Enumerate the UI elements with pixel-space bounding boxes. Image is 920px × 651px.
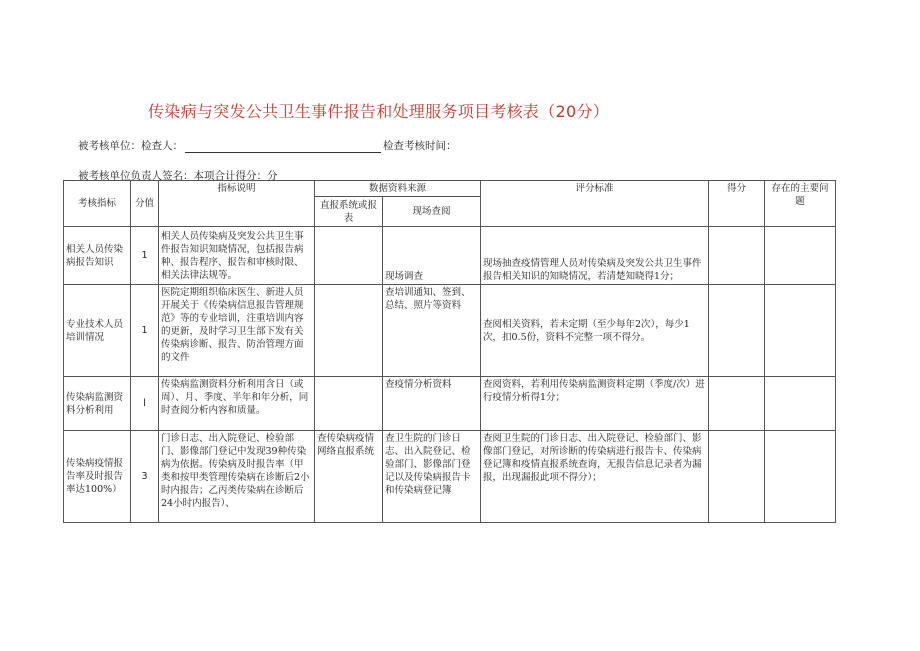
row-onsite: 查疫情分析资料 <box>383 377 481 431</box>
table-row <box>64 377 836 431</box>
row-score <box>709 285 765 377</box>
header-data-source: 数据资料来源 <box>315 181 481 197</box>
table-row <box>64 285 836 377</box>
page-title: 传染病与突发公共卫生事件报告和处理服务项目考核表（20分） <box>148 102 610 121</box>
row-direct: 查传染病疫情网络直报系统 <box>315 431 383 523</box>
signature-line: 被考核单位负责人签名：本项合计得分：分 <box>78 170 278 182</box>
inspection-info-line <box>78 138 457 153</box>
table-row <box>64 227 836 285</box>
row-onsite: 查培训通知、签到、总结、照片等资料 <box>383 285 481 377</box>
row-indicator: 相关人员传染病报告知识 <box>64 227 131 285</box>
row-description: 医院定期组织临床医生、新进人员开展关于《传染病信息报告管理规范》等的专业培训，注重培训内容的更新，及时学习卫生部下发有关传染病诊断、报告、防治管理方面的文件 <box>159 285 315 377</box>
inspector-blank-line <box>185 141 381 153</box>
header-score: 得分 <box>709 181 765 227</box>
row-onsite: 查卫生院的门诊日志、出入院登记、检验部门、影像部门登记以及传染病报告卡和传染病登记簿 <box>383 431 481 523</box>
assessment-table <box>63 180 836 523</box>
header-score-value: 分值 <box>131 181 159 227</box>
row-score <box>709 377 765 431</box>
row-issues <box>765 227 836 285</box>
row-issues <box>765 377 836 431</box>
row-value: l <box>131 377 159 431</box>
unit-inspector-label: 被考核单位：检查人： <box>78 140 183 152</box>
row-issues <box>765 285 836 377</box>
header-criteria: 评分标准 <box>481 181 709 227</box>
row-score <box>709 431 765 523</box>
row-indicator: 专业技术人员培训情况 <box>64 285 131 377</box>
row-value: 3 <box>131 431 159 523</box>
row-value: 1 <box>131 227 159 285</box>
row-criteria: 查阅卫生院的门诊日志、出入院登记、检验部门、影像部门登记，对所诊断的传染病进行报告卡、传染病登记簿和疫情直报系统查询，无报告信息记录者为漏报，出现漏报此项不得分）； <box>481 431 709 523</box>
row-direct <box>315 227 383 285</box>
row-criteria: 查阅资料，若利用传染病监测资料定期（季度/次）进行疫情分析得1分； <box>481 377 709 431</box>
header-description: 指标说明 <box>159 181 315 227</box>
row-value: 1 <box>131 285 159 377</box>
row-direct <box>315 285 383 377</box>
inspection-time-label: 检查考核时间： <box>383 140 457 152</box>
row-issues <box>765 431 836 523</box>
row-description: 相关人员传染病及突发公共卫生事件报告知识知晓情况，包括报告病种、报告程序、报告和审核时限、相关法律法规等。 <box>159 227 315 285</box>
row-indicator: 传染病监测资料分析利用 <box>64 377 131 431</box>
row-onsite: 现场调查 <box>383 227 481 285</box>
table-row <box>64 431 836 523</box>
row-criteria: 现场抽查疫情管理人员对传染病及突发公共卫生事件报告相关知识的知晓情况，若清楚知晓得1分； <box>481 227 709 285</box>
row-description: 传染病监测资料分析利用含日（或周）、月、季度、半年和年分析，同时查阅分析内容和质量。 <box>159 377 315 431</box>
header-onsite: 现场查阅 <box>383 197 481 227</box>
header-indicator: 考核指标 <box>64 181 131 227</box>
row-indicator: 传染病疫情报告率及时报告率达100%） <box>64 431 131 523</box>
header-issues: 存在的主要问题 <box>765 181 836 227</box>
header-direct-report: 直报系统或报表 <box>315 197 383 227</box>
row-score <box>709 227 765 285</box>
row-direct <box>315 377 383 431</box>
row-criteria: 查阅相关资料，若未定期（至少每年2次），每少1次，扣0.5份，资料不完整一项不得分。 <box>481 285 709 377</box>
row-description: 门诊日志、出入院登记、检验部门、影像部门登记中发现39种传染病为依据。传染病及时报告率（甲类和按甲类管理传染病在诊断后2小时内报告；乙丙类传染病在诊断后24小时内报告）、 <box>159 431 315 523</box>
